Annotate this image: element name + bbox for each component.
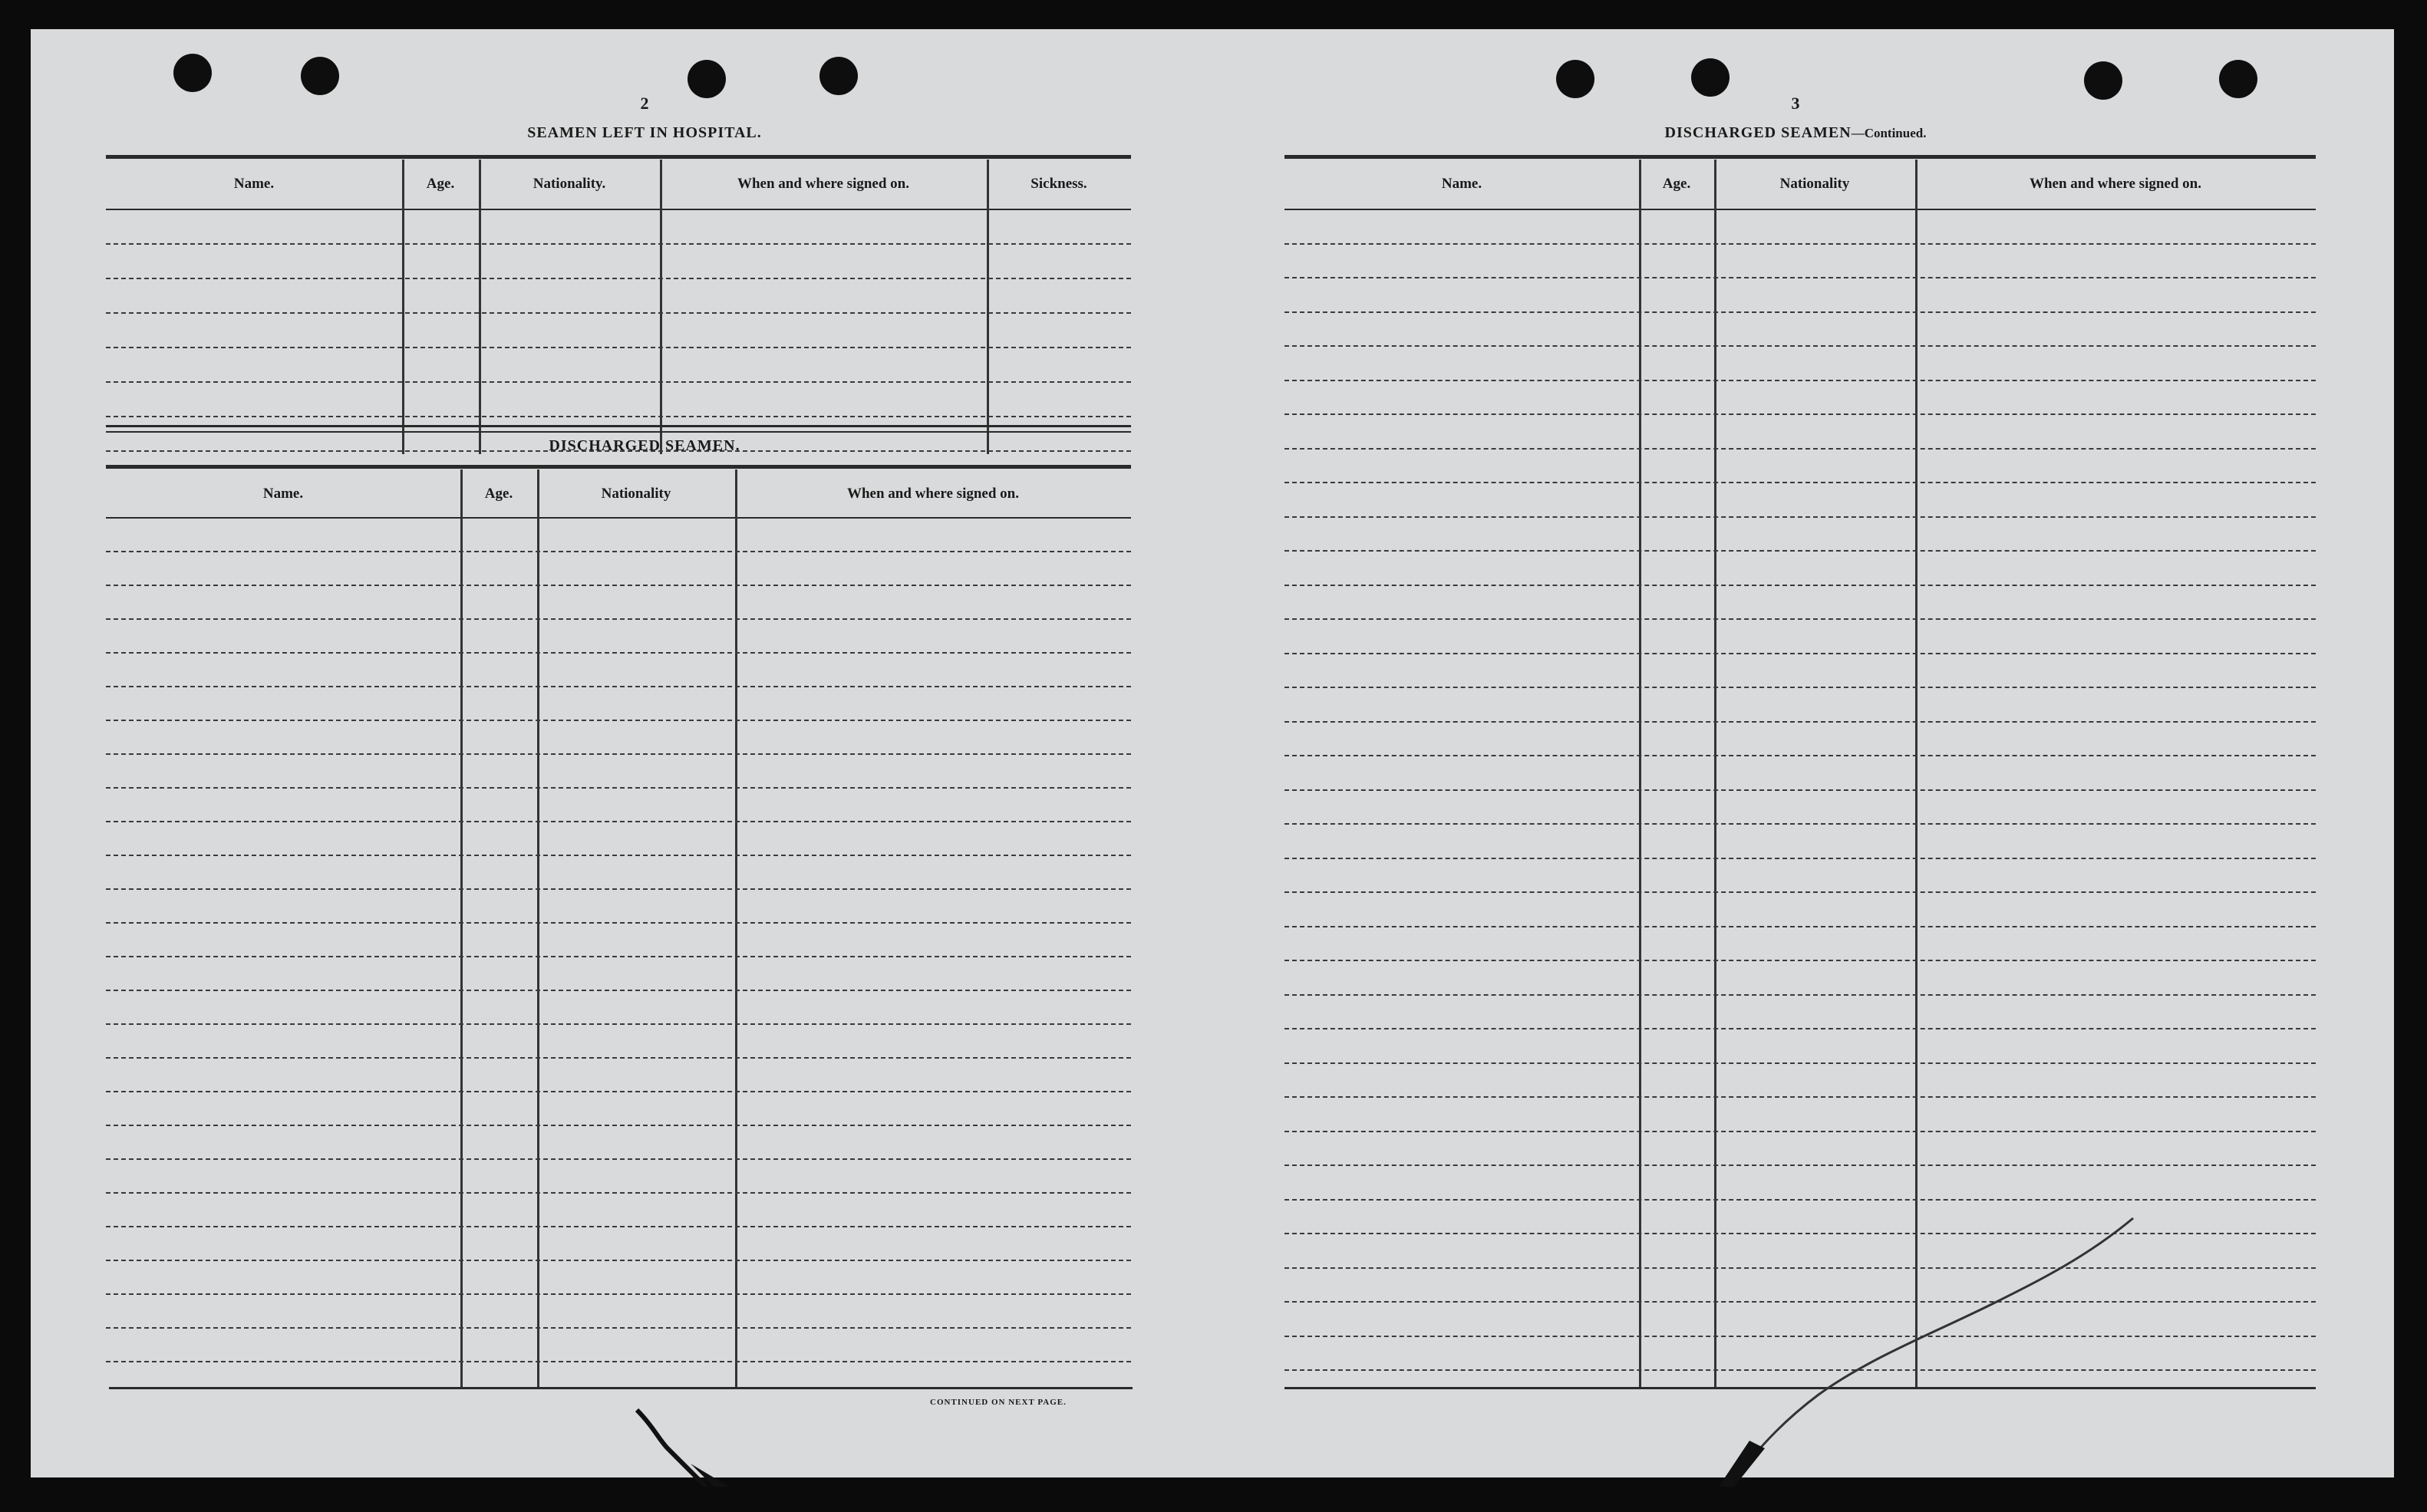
discharged-row-line	[106, 821, 1131, 822]
right-section-title	[1542, 124, 2049, 142]
right-row-line	[1284, 1062, 2316, 1064]
right-row-line	[1284, 1199, 2316, 1201]
discharged-row-line	[106, 1091, 1131, 1092]
hospital-col-signed-on: When and where signed on.	[737, 176, 909, 192]
hospital-table	[106, 160, 1131, 459]
hospital-col-nationality: Nationality.	[533, 176, 606, 192]
discharged-row-line	[106, 1260, 1131, 1261]
hospital-col-age: Age.	[426, 176, 455, 192]
right-row-line	[1284, 1028, 2316, 1029]
right-row-line	[1284, 550, 2316, 552]
discharged-row-line	[106, 1327, 1131, 1329]
hospital-col-name: Name.	[233, 176, 275, 192]
right-col-nationality: Nationality	[1779, 176, 1850, 192]
right-row-line	[1284, 516, 2316, 518]
discharged-row-line	[106, 1361, 1131, 1362]
discharged-row-line	[106, 720, 1131, 721]
discharged-row-line	[106, 1226, 1131, 1227]
right-top-rule	[1284, 155, 2316, 159]
right-col-name: Name.	[1441, 176, 1482, 192]
hospital-row-line	[106, 381, 1131, 383]
right-row-line	[1284, 823, 2316, 825]
hospital-column-divider	[660, 160, 662, 454]
right-row-line	[1284, 687, 2316, 688]
discharged-section-title: DISCHARGED SEAMEN.	[549, 437, 740, 454]
discharged-row-line	[106, 787, 1131, 789]
hospital-column-divider	[479, 160, 481, 454]
right-column-divider	[1714, 160, 1716, 1387]
hospital-column-divider	[402, 160, 404, 454]
right-column-divider	[1639, 160, 1641, 1387]
discharged-row-line	[106, 1293, 1131, 1295]
discharged-top-rule	[106, 465, 1131, 469]
right-row-line	[1284, 448, 2316, 450]
punch-hole	[2084, 61, 2122, 100]
right-section-title-suffix: —Continued.	[1851, 126, 1927, 140]
discharged-row-line	[106, 956, 1131, 957]
right-row-line	[1284, 1096, 2316, 1098]
discharged-row-line	[106, 753, 1131, 755]
discharged-row-line	[106, 1192, 1131, 1194]
punch-hole	[688, 60, 726, 98]
discharged-col-signed-on: When and where signed on.	[846, 486, 1019, 502]
discharged-row-line	[106, 686, 1131, 687]
right-row-line	[1284, 413, 2316, 415]
right-column-divider	[1915, 160, 1918, 1387]
form-sheet	[31, 29, 2394, 1477]
paper-tear-left	[599, 1379, 737, 1487]
right-row-line	[1284, 618, 2316, 620]
right-row-line	[1284, 380, 2316, 381]
right-row-line	[1284, 1164, 2316, 1166]
right-row-line	[1284, 311, 2316, 313]
right-page-number: 3	[1791, 94, 1800, 113]
right-row-line	[1284, 585, 2316, 586]
right-row-line	[1284, 994, 2316, 996]
discharged-row-line	[106, 585, 1131, 586]
hospital-row-line	[106, 278, 1131, 279]
right-row-line	[1284, 243, 2316, 245]
right-row-line	[1284, 1131, 2316, 1132]
hospital-bottom-rule	[106, 425, 1131, 427]
discharged-row-line	[106, 551, 1131, 552]
right-row-line	[1284, 960, 2316, 961]
right-col-age: Age.	[1662, 176, 1691, 192]
discharged-row-line	[106, 618, 1131, 620]
punch-hole	[1556, 60, 1594, 98]
hospital-section-title: SEAMEN LEFT IN HOSPITAL.	[527, 124, 762, 141]
right-row-line	[1284, 721, 2316, 723]
discharged-row-line	[106, 888, 1131, 890]
hospital-top-rule	[106, 155, 1131, 159]
left-page-number: 2	[640, 94, 649, 113]
discharged-row-line	[106, 990, 1131, 991]
hospital-header-rule	[106, 209, 1131, 210]
discharged-column-divider	[537, 469, 539, 1387]
right-row-line	[1284, 789, 2316, 791]
right-col-signed-on: When and where signed on.	[2029, 176, 2201, 192]
discharged-table	[106, 469, 1131, 1390]
hospital-row-line	[106, 312, 1131, 314]
punch-hole	[2219, 60, 2257, 98]
right-row-line	[1284, 891, 2316, 893]
punch-hole	[1691, 58, 1730, 97]
discharged-continued-table	[1284, 160, 2316, 1387]
paper-tear-right	[1703, 1211, 2148, 1487]
discharged-row-line	[106, 855, 1131, 856]
hospital-row-line	[106, 347, 1131, 348]
punch-hole	[173, 54, 212, 92]
right-row-line	[1284, 482, 2316, 483]
punch-hole	[301, 57, 339, 95]
right-row-line	[1284, 858, 2316, 859]
discharged-row-line	[106, 652, 1131, 654]
punch-hole	[819, 57, 858, 95]
discharged-col-age: Age.	[484, 486, 513, 502]
discharged-column-divider	[735, 469, 737, 1387]
discharged-row-line	[106, 922, 1131, 924]
right-row-line	[1284, 653, 2316, 654]
discharged-col-nationality: Nationality	[601, 486, 671, 502]
right-row-line	[1284, 345, 2316, 347]
hospital-row-line	[106, 416, 1131, 417]
hospital-row-line	[106, 243, 1131, 245]
right-row-line	[1284, 755, 2316, 756]
discharged-row-line	[106, 1125, 1131, 1126]
discharged-col-name: Name.	[262, 486, 304, 502]
hospital-col-sickness: Sickness.	[1030, 176, 1087, 192]
right-section-title-text: DISCHARGED SEAMEN	[1664, 124, 1852, 141]
discharged-header-rule	[106, 517, 1131, 519]
discharged-row-line	[106, 1023, 1131, 1025]
discharged-column-divider	[460, 469, 463, 1387]
continued-note: CONTINUED ON NEXT PAGE.	[930, 1398, 1067, 1407]
hospital-bottom-rule	[106, 431, 1131, 433]
right-header-rule	[1284, 209, 2316, 210]
discharged-row-line	[106, 1057, 1131, 1059]
hospital-column-divider	[987, 160, 989, 454]
right-row-line	[1284, 926, 2316, 927]
discharged-row-line	[106, 1158, 1131, 1160]
right-row-line	[1284, 277, 2316, 278]
